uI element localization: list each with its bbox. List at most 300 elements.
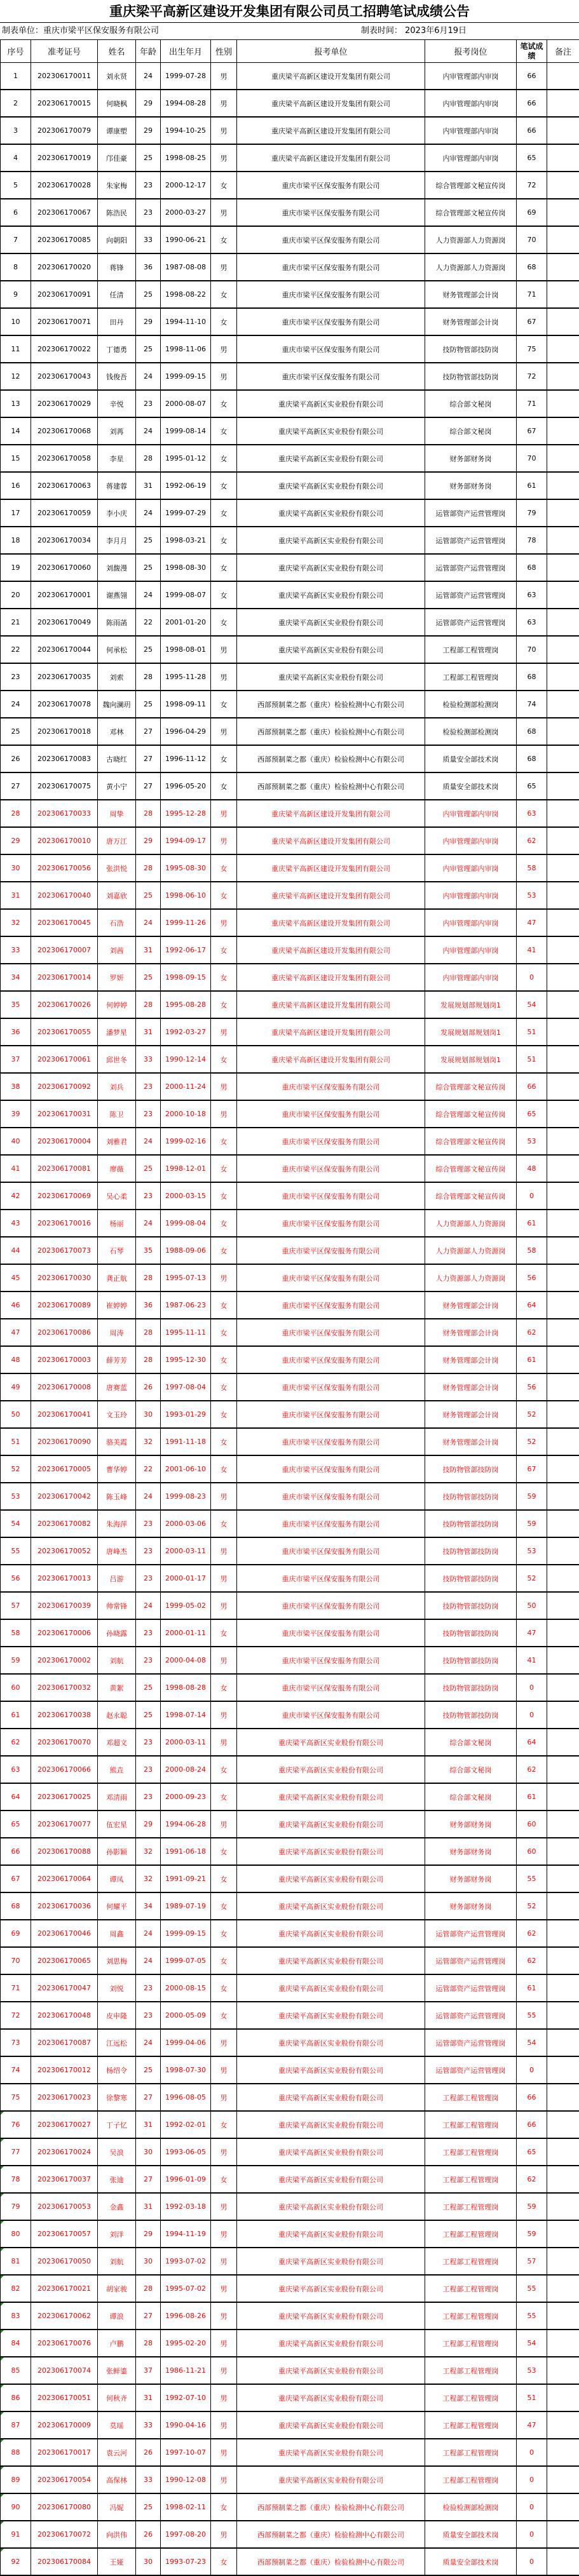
cell-seq: 70 [1, 1947, 31, 1974]
cell-name: 刘苒 [98, 417, 136, 445]
cell-gender: 女 [211, 1838, 237, 1865]
cell-unit: 重庆梁平高新区实业股份有限公司 [237, 2411, 425, 2439]
cell-score: 68 [517, 718, 547, 745]
cell-birth: 1998-07-14 [161, 1701, 211, 1729]
table-row [1, 554, 579, 581]
cell-unit: 西部预制菜之都（重庆）检验检测中心有限公司 [237, 2493, 425, 2521]
cell-birth: 2000-03-27 [161, 199, 211, 226]
cell-remark [547, 1455, 579, 1483]
cell-age: 30 [136, 2548, 161, 2575]
cell-seq: 13 [1, 390, 31, 417]
cell-unit: 重庆梁平高新区建设开发集团有限公司 [237, 827, 425, 854]
cell-name: 张鲜鎏 [98, 2357, 136, 2384]
cell-unit: 重庆梁平高新区建设开发集团有限公司 [237, 991, 425, 1018]
cell-unit: 重庆梁平高新区实业股份有限公司 [237, 2138, 425, 2166]
cell-name: 蒋锋 [98, 253, 136, 281]
cell-post: 技防物管部技防岗 [425, 1510, 517, 1537]
cell-remark [547, 636, 579, 663]
cell-birth: 1998-11-06 [161, 335, 211, 363]
cell-gender: 女 [211, 1947, 237, 1974]
cell-age: 28 [136, 1264, 161, 1291]
cell-unit: 重庆梁平高新区实业股份有限公司 [237, 2002, 425, 2029]
cell-age: 23 [136, 1100, 161, 1128]
table-row [1, 1182, 579, 1210]
table-row [1, 117, 579, 144]
cell-post: 运管部资产运营管理岗 [425, 527, 517, 554]
cell-seq: 77 [1, 2138, 31, 2166]
cell-seq: 25 [1, 718, 31, 745]
cell-gender: 女 [211, 1346, 237, 1373]
table-row [1, 854, 579, 882]
cell-age: 28 [136, 1319, 161, 1346]
cell-birth: 2000-08-15 [161, 1974, 211, 2002]
table-row [1, 1510, 579, 1537]
cell-remark [547, 745, 579, 772]
cell-age: 23 [136, 1783, 161, 1811]
cell-seq: 73 [1, 2029, 31, 2056]
table-row [1, 1455, 579, 1483]
cell-unit: 重庆市梁平区保安服务有限公司 [237, 281, 425, 308]
cell-unit: 重庆梁平高新区建设开发集团有限公司 [237, 964, 425, 991]
cell-post: 发展规划部规划岗1 [425, 1046, 517, 1073]
cell-name: 张迪 [98, 2166, 136, 2193]
cell-name: 金鑫 [98, 2193, 136, 2220]
cell-seq: 7 [1, 226, 31, 253]
cell-exam-id: 202306170057 [31, 2220, 98, 2248]
cell-post: 财务部财务岗 [425, 1865, 517, 1892]
cell-birth: 1994-09-17 [161, 827, 211, 854]
cell-unit: 重庆市梁平区保安服务有限公司 [237, 1182, 425, 1210]
cell-birth: 1993-07-23 [161, 2548, 211, 2575]
cell-seq: 84 [1, 2330, 31, 2357]
cell-birth: 1998-08-25 [161, 144, 211, 172]
cell-name: 任清 [98, 281, 136, 308]
cell-seq: 91 [1, 2521, 31, 2548]
cell-gender: 男 [211, 2029, 237, 2056]
cell-age: 25 [136, 2493, 161, 2521]
cell-age: 26 [136, 2521, 161, 2548]
cell-birth: 1987-06-23 [161, 1291, 211, 1319]
cell-birth: 1996-04-29 [161, 718, 211, 745]
cell-exam-id: 202306170074 [31, 2357, 98, 2384]
cell-birth: 2000-03-15 [161, 1182, 211, 1210]
cell-score: 67 [517, 308, 547, 335]
cell-seq: 65 [1, 1811, 31, 1838]
cell-score: 52 [517, 1565, 547, 1592]
cell-unit: 重庆市梁平区保安服务有限公司 [237, 1565, 425, 1592]
cell-exam-id: 202306170064 [31, 1865, 98, 1892]
cell-post: 工程部工程管理岗 [425, 2384, 517, 2411]
cell-remark [547, 499, 579, 527]
cell-seq: 74 [1, 2056, 31, 2084]
cell-gender: 男 [211, 2084, 237, 2111]
cell-unit: 重庆市梁平区保安服务有限公司 [237, 1483, 425, 1510]
cell-score: 61 [517, 1210, 547, 1237]
cell-seq: 10 [1, 308, 31, 335]
cell-exam-id: 202306170076 [31, 2330, 98, 2357]
cell-birth: 1990-12-08 [161, 2466, 211, 2493]
cell-age: 23 [136, 1510, 161, 1537]
cell-remark [547, 2439, 579, 2466]
cell-exam-id: 202306170013 [31, 1565, 98, 1592]
cell-remark [547, 936, 579, 964]
cell-seq: 28 [1, 800, 31, 827]
cell-name: 何秋齐 [98, 2384, 136, 2411]
cell-age: 27 [136, 2084, 161, 2111]
cell-age: 29 [136, 90, 161, 117]
cell-seq: 15 [1, 445, 31, 472]
cell-gender: 男 [211, 1483, 237, 1510]
cell-seq: 43 [1, 1210, 31, 1237]
cell-birth: 1997-08-04 [161, 1373, 211, 1401]
header-unit: 报考单位 [237, 40, 425, 63]
cell-post: 工程部工程管理岗 [425, 2466, 517, 2493]
cell-name: 田丹 [98, 308, 136, 335]
cell-post: 财务管理部会计岗 [425, 1319, 517, 1346]
cell-post: 内审管理部内审岗 [425, 964, 517, 991]
cell-birth: 1992-06-17 [161, 936, 211, 964]
cell-score: 62 [517, 1947, 547, 1974]
cell-birth: 2000-04-08 [161, 1647, 211, 1674]
cell-birth: 1999-07-29 [161, 499, 211, 527]
table-row [1, 936, 579, 964]
cell-name: 向洪伟 [98, 2521, 136, 2548]
cell-exam-id: 202306170038 [31, 1701, 98, 1729]
cell-seq: 52 [1, 1455, 31, 1483]
cell-name: 陈浩民 [98, 199, 136, 226]
cell-seq: 41 [1, 1155, 31, 1182]
cell-post: 技防物管部技防岗 [425, 1701, 517, 1729]
cell-name: 周涛 [98, 1319, 136, 1346]
cell-age: 29 [136, 2220, 161, 2248]
cell-exam-id: 202306170072 [31, 2521, 98, 2548]
cell-remark [547, 1373, 579, 1401]
cell-age: 24 [136, 63, 161, 90]
cell-name: 吴心柔 [98, 1182, 136, 1210]
cell-birth: 1999-05-02 [161, 1592, 211, 1619]
table-row [1, 2084, 579, 2111]
cell-name: 刘兵 [98, 1073, 136, 1100]
cell-remark [547, 1920, 579, 1947]
cell-exam-id: 202306170066 [31, 1756, 98, 1783]
cell-age: 22 [136, 609, 161, 636]
cell-age: 36 [136, 253, 161, 281]
cell-gender: 女 [211, 554, 237, 581]
cell-birth: 1998-02-11 [161, 2493, 211, 2521]
cell-score: 41 [517, 1647, 547, 1674]
cell-seq: 48 [1, 1346, 31, 1373]
cell-post: 检验检测部检测岗 [425, 691, 517, 718]
cell-birth: 1998-08-28 [161, 1674, 211, 1701]
cell-remark [547, 1974, 579, 2002]
cell-exam-id: 202306170089 [31, 1291, 98, 1319]
cell-unit: 重庆梁平高新区建设开发集团有限公司 [237, 63, 425, 90]
cell-age: 27 [136, 772, 161, 800]
cell-age: 24 [136, 1210, 161, 1237]
cell-post: 工程部工程管理岗 [425, 636, 517, 663]
cell-seq: 51 [1, 1428, 31, 1455]
cell-remark [547, 718, 579, 745]
cell-name: 向朝阳 [98, 226, 136, 253]
cell-seq: 22 [1, 636, 31, 663]
cell-gender: 男 [211, 2056, 237, 2084]
cell-name: 朱家梅 [98, 172, 136, 199]
cell-unit: 重庆市梁平区保安服务有限公司 [237, 1592, 425, 1619]
cell-exam-id: 202306170041 [31, 1401, 98, 1428]
cell-age: 25 [136, 2056, 161, 2084]
cell-name: 张洪悦 [98, 854, 136, 882]
cell-name: 刘雅君 [98, 1128, 136, 1155]
cell-seq: 66 [1, 1838, 31, 1865]
cell-name: 朱海萍 [98, 1510, 136, 1537]
cell-post: 技防物管部技防岗 [425, 363, 517, 390]
cell-remark [547, 1510, 579, 1537]
cell-post: 内审管理部内审岗 [425, 800, 517, 827]
cell-gender: 男 [211, 2220, 237, 2248]
cell-exam-id: 202306170028 [31, 172, 98, 199]
cell-age: 24 [136, 417, 161, 445]
cell-name: 刘思梅 [98, 1947, 136, 1974]
cell-post: 人力资源部人力资源岗 [425, 253, 517, 281]
cell-score: 62 [517, 1319, 547, 1346]
cell-exam-id: 202306170014 [31, 964, 98, 991]
header-exam-id: 准考证号 [31, 40, 98, 63]
cell-exam-id: 202306170001 [31, 581, 98, 609]
cell-remark [547, 1865, 579, 1892]
cell-unit: 重庆梁平高新区实业股份有限公司 [237, 1838, 425, 1865]
cell-name: 刘茜 [98, 936, 136, 964]
cell-birth: 2000-03-11 [161, 1729, 211, 1756]
cell-remark [547, 1264, 579, 1291]
cell-unit: 重庆市梁平区保安服务有限公司 [237, 172, 425, 199]
table-row [1, 499, 579, 527]
cell-birth: 1998-03-21 [161, 527, 211, 554]
cell-gender: 男 [211, 2411, 237, 2439]
table-row [1, 827, 579, 854]
cell-birth: 1997-08-20 [161, 2521, 211, 2548]
cell-remark [547, 226, 579, 253]
cell-birth: 1993-06-05 [161, 2138, 211, 2166]
table-row [1, 800, 579, 827]
cell-birth: 1990-06-21 [161, 226, 211, 253]
cell-exam-id: 202306170056 [31, 854, 98, 882]
cell-score: 61 [517, 1346, 547, 1373]
cell-birth: 1995-11-11 [161, 1319, 211, 1346]
cell-remark [547, 472, 579, 499]
cell-post: 财务管理部会计岗 [425, 308, 517, 335]
cell-seq: 81 [1, 2248, 31, 2275]
cell-score: 75 [517, 335, 547, 363]
cell-remark [547, 2111, 579, 2138]
error-indicator-icon [1, 2385, 4, 2388]
cell-age: 25 [136, 882, 161, 909]
cell-exam-id: 202306170020 [31, 253, 98, 281]
cell-remark [547, 1237, 579, 1264]
cell-score: 62 [517, 827, 547, 854]
cell-seq: 57 [1, 1592, 31, 1619]
cell-gender: 女 [211, 1674, 237, 1701]
cell-birth: 1995-01-12 [161, 445, 211, 472]
table-row [1, 2248, 579, 2275]
cell-post: 技防物管部技防岗 [425, 1619, 517, 1647]
cell-name: 石琴 [98, 1237, 136, 1264]
cell-score: 70 [517, 226, 547, 253]
cell-post: 运管部资产运营管理岗 [425, 1974, 517, 2002]
cell-exam-id: 202306170009 [31, 2411, 98, 2439]
table-row [1, 63, 579, 90]
cell-unit: 重庆梁平高新区实业股份有限公司 [237, 1892, 425, 1920]
cell-unit: 重庆梁平高新区实业股份有限公司 [237, 1756, 425, 1783]
cell-remark [547, 1046, 579, 1073]
cell-remark [547, 581, 579, 609]
cell-seq: 55 [1, 1537, 31, 1565]
cell-age: 24 [136, 2029, 161, 2056]
cell-gender: 男 [211, 1537, 237, 1565]
cell-post: 财务管理部会计岗 [425, 1428, 517, 1455]
table-row [1, 2548, 579, 2575]
cell-seq: 5 [1, 172, 31, 199]
cell-score: 63 [517, 581, 547, 609]
cell-exam-id: 202306170017 [31, 2439, 98, 2466]
cell-age: 25 [136, 1155, 161, 1182]
cell-remark [547, 1756, 579, 1783]
cell-birth: 1999-08-07 [161, 581, 211, 609]
cell-post: 运管部资产运营管理岗 [425, 554, 517, 581]
cell-exam-id: 202306170087 [31, 2029, 98, 2056]
cell-exam-id: 202306170030 [31, 1264, 98, 1291]
table-row [1, 964, 579, 991]
cell-score: 70 [517, 636, 547, 663]
cell-seq: 9 [1, 281, 31, 308]
cell-seq: 19 [1, 554, 31, 581]
cell-age: 32 [136, 1838, 161, 1865]
cell-remark [547, 2275, 579, 2302]
cell-unit: 重庆市梁平区保安服务有限公司 [237, 1210, 425, 1237]
cell-birth: 1999-07-28 [161, 63, 211, 90]
cell-post: 质量安全部技术岗 [425, 2548, 517, 2575]
cell-remark [547, 2002, 579, 2029]
table-row [1, 1428, 579, 1455]
cell-birth: 1999-09-15 [161, 363, 211, 390]
cell-seq: 60 [1, 1674, 31, 1701]
cell-gender: 女 [211, 991, 237, 1018]
cell-seq: 18 [1, 527, 31, 554]
cell-seq: 88 [1, 2439, 31, 2466]
cell-birth: 1989-07-19 [161, 1892, 211, 1920]
cell-age: 29 [136, 308, 161, 335]
cell-unit: 重庆梁平高新区实业股份有限公司 [237, 2084, 425, 2111]
cell-exam-id: 202306170080 [31, 2493, 98, 2521]
table-row [1, 417, 579, 445]
cell-remark [547, 1647, 579, 1674]
cell-post: 运管部资产运营管理岗 [425, 2002, 517, 2029]
table-row [1, 1974, 579, 2002]
cell-post: 内审管理部内审岗 [425, 90, 517, 117]
cell-birth: 1996-05-20 [161, 772, 211, 800]
cell-birth: 1988-09-06 [161, 1237, 211, 1264]
cell-gender: 男 [211, 363, 237, 390]
cell-exam-id: 202306170016 [31, 1210, 98, 1237]
cell-gender: 男 [211, 1729, 237, 1756]
cell-gender: 女 [211, 1373, 237, 1401]
cell-score: 79 [517, 499, 547, 527]
cell-seq: 39 [1, 1100, 31, 1128]
cell-seq: 49 [1, 1373, 31, 1401]
table-row [1, 1619, 579, 1647]
cell-score: 51 [517, 1046, 547, 1073]
cell-age: 28 [136, 2275, 161, 2302]
cell-unit: 重庆梁平高新区实业股份有限公司 [237, 2302, 425, 2330]
cell-birth: 1998-09-15 [161, 964, 211, 991]
cell-exam-id: 202306170029 [31, 390, 98, 417]
cell-age: 24 [136, 1128, 161, 1155]
cell-exam-id: 202306170047 [31, 1974, 98, 2002]
cell-gender: 女 [211, 1455, 237, 1483]
cell-remark [547, 691, 579, 718]
cell-unit: 重庆梁平高新区实业股份有限公司 [237, 2056, 425, 2084]
cell-gender: 女 [211, 527, 237, 554]
cell-age: 23 [136, 1073, 161, 1100]
error-indicator-icon [1, 2521, 4, 2525]
cell-birth: 1991-11-18 [161, 1428, 211, 1455]
cell-seq: 32 [1, 909, 31, 936]
cell-remark [547, 1100, 579, 1128]
cell-seq: 67 [1, 1865, 31, 1892]
table-row [1, 308, 579, 335]
cell-score: 53 [517, 2357, 547, 2384]
cell-unit: 重庆梁平高新区建设开发集团有限公司 [237, 1018, 425, 1046]
table-row [1, 2466, 579, 2493]
cell-post: 工程部工程管理岗 [425, 2357, 517, 2384]
cell-post: 财务管理部会计岗 [425, 1401, 517, 1428]
cell-age: 33 [136, 2466, 161, 2493]
table-row [1, 1237, 579, 1264]
cell-remark [547, 281, 579, 308]
cell-birth: 1995-12-30 [161, 1346, 211, 1373]
table-row [1, 2493, 579, 2521]
cell-remark [547, 609, 579, 636]
cell-birth: 1990-04-16 [161, 2411, 211, 2439]
cell-seq: 12 [1, 363, 31, 390]
cell-remark [547, 2138, 579, 2166]
table-row [1, 1128, 579, 1155]
cell-remark [547, 854, 579, 882]
cell-birth: 1993-01-29 [161, 1401, 211, 1428]
cell-seq: 86 [1, 2384, 31, 2411]
cell-post: 检验检测部检测岗 [425, 718, 517, 745]
table-row [1, 1100, 579, 1128]
cell-birth: 1992-07-10 [161, 2384, 211, 2411]
cell-post: 内审管理部内审岗 [425, 63, 517, 90]
table-row [1, 2056, 579, 2084]
cell-remark [547, 1892, 579, 1920]
cell-seq: 75 [1, 2084, 31, 2111]
cell-unit: 重庆市梁平区保安服务有限公司 [237, 1674, 425, 1701]
cell-seq: 29 [1, 827, 31, 854]
cell-age: 23 [136, 1974, 161, 2002]
cell-score: 66 [517, 90, 547, 117]
cell-gender: 男 [211, 2330, 237, 2357]
cell-age: 23 [136, 1756, 161, 1783]
cell-birth: 2000-10-18 [161, 1100, 211, 1128]
cell-seq: 16 [1, 472, 31, 499]
cell-remark [547, 2466, 579, 2493]
cell-name: 黄絮 [98, 1674, 136, 1701]
error-indicator-icon [1, 2221, 4, 2224]
cell-age: 23 [136, 1729, 161, 1756]
cell-birth: 1997-10-07 [161, 2439, 211, 2466]
cell-post: 运管部资产运营管理岗 [425, 2029, 517, 2056]
